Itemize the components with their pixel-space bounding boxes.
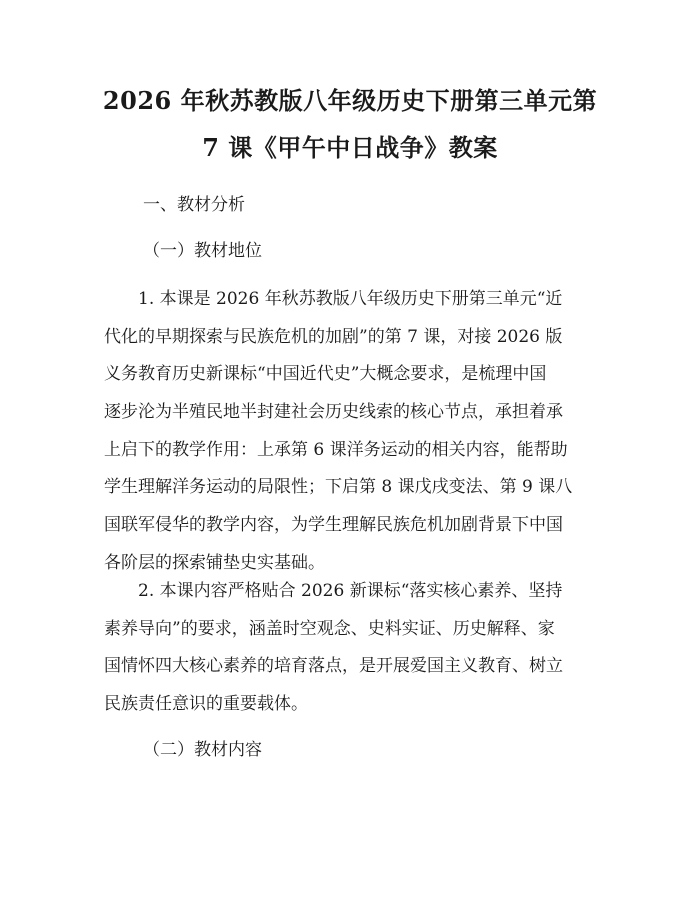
paragraph-2-line: 民族责任意识的重要载体。 [104, 694, 308, 715]
paragraph-2-line: 素养导向”的要求，涵盖时空观念、史料实证、历史解释、家 [104, 618, 555, 639]
paragraph-2-line: 2. 本课内容严格贴合 2026 新课标“落实核心素养、坚持 [138, 581, 563, 601]
paragraph-2-line: 国情怀四大核心素养的培育落点，是开展爱国主义教育、树立 [104, 656, 563, 677]
paragraph-1-line: 上启下的教学作用：上承第 6 课洋务运动的相关内容，能帮助 [104, 439, 568, 460]
section-heading-textbook-analysis: 一、教材分析 [143, 195, 245, 215]
subsection-heading-textbook-position: （一）教材地位 [143, 241, 262, 261]
paragraph-2 [104, 579, 598, 730]
subsection-heading-textbook-content: （二）教材内容 [143, 740, 262, 760]
paragraph-1-line: 学生理解洋务运动的局限性；下启第 8 课戊戌变法、第 9 课八 [104, 477, 573, 498]
document-title-line-2: 7 课《甲午中日战争》教案 [202, 133, 498, 162]
paragraph-1-line: 逐步沦为半殖民地半封建社会历史线索的核心节点，承担着承 [104, 402, 563, 423]
paragraph-1-line: 1. 本课是 2026 年秋苏教版八年级历史下册第三单元“近 [138, 289, 563, 309]
paragraph-1-line: 代化的早期探索与民族危机的加剧”的第 7 课，对接 2026 版 [104, 326, 563, 347]
paragraph-1-line: 国联军侵华的教学内容，为学生理解民族危机加剧背景下中国 [104, 515, 563, 536]
paragraph-1-line: 各阶层的探索铺垫史实基础。 [104, 552, 325, 573]
document-title-line-1: 2026 年秋苏教版八年级历史下册第三单元第 [102, 86, 598, 115]
paragraph-1 [104, 287, 598, 589]
paragraph-1-line: 义务教育历史新课标“中国近代史”大概念要求，是梳理中国 [104, 364, 547, 385]
